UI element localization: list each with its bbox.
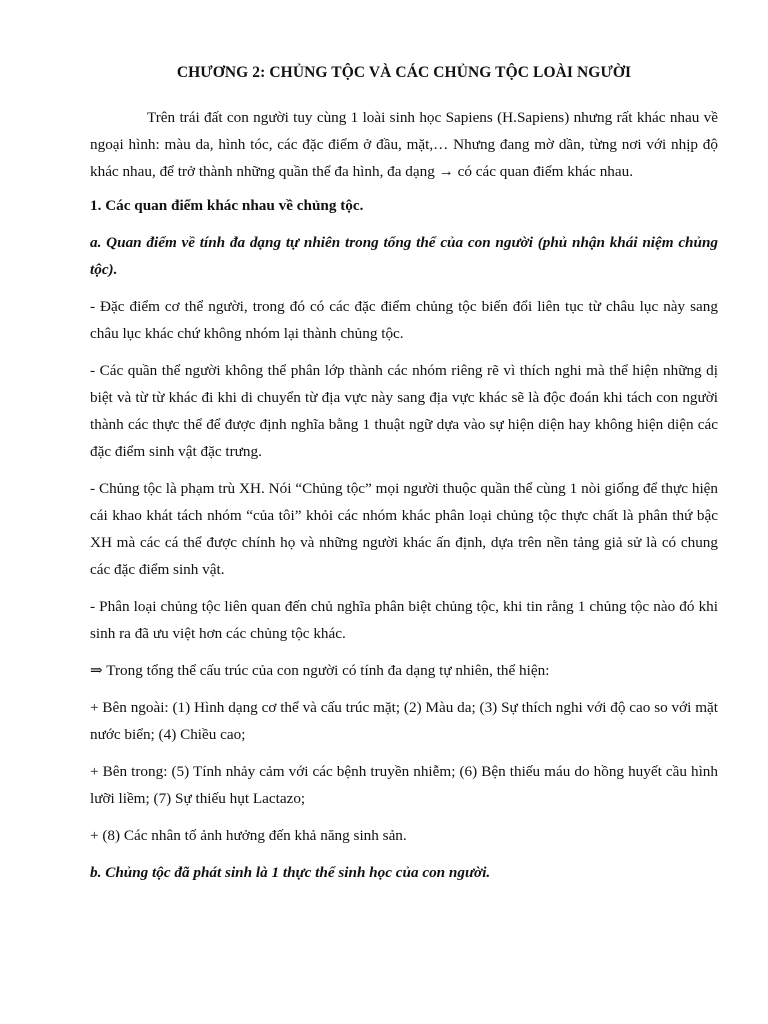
section-b-heading: b. Chủng tộc đã phát sinh là 1 thực thể sinh học của con người. [90,864,491,881]
bullet-paragraph: - Chủng tộc là phạm trù XH. Nói “Chủng tộc” mọi người thuộc quần thể cùng 1 nòi giống để thực hiện cái khao khát tách nhóm “của tôi” khỏi các nhóm khác phân loại chủng tộc thực chất là phân thứ bậc XH mà các cá thể được chính họ và những người khác ấn định, dựa trên nền tảng giả sử là có chung các đặc điểm sinh vật. [90,480,718,578]
plus-item-paragraph: + Bên ngoài: (1) Hình dạng cơ thể và cấu trúc mặt; (2) Màu da; (3) Sự thích nghi với độ cao so với mặt nước biển; (4) Chiều cao; [90,699,718,743]
document-page [90,62,718,896]
intro-paragraph: Trên trái đất con người tuy cùng 1 loài sinh học Sapiens (H.Sapiens) nhưng rất khác nhau về ngoại hình: màu da, hình tóc, các đặc điểm ở đầu, mặt,… Nhưng đang mờ dần, từng nơi với nhịp độ khác nhau, để trở thành những quần thể đa hình, đa dạng → có các quan điểm khác nhau. [90,109,718,180]
bullet-paragraph: - Các quần thể người không thể phân lớp thành các nhóm riêng rẽ vì thích nghi mà thể hiện những dị biệt và từ từ khác đi khi di chuyển từ địa vực này sang địa vực khác sẽ là độc đoán khi tách con người thành các thực thể để được định nghĩa bằng 1 thuật ngữ dựa vào sự hiện diện hay không hiện diện các đặc điểm sinh vật đặc trưng. [90,362,718,460]
bullet-paragraph: - Đặc điểm cơ thể người, trong đó có các đặc điểm chủng tộc biến đổi liên tục từ châu lục này sang châu lục khác chứ không nhóm lại thành chủng tộc. [90,298,718,342]
plus-item-paragraph: + (8) Các nhân tố ảnh hưởng đến khả năng sinh sản. [90,827,407,844]
section-1-heading: 1. Các quan điểm khác nhau về chủng tộc. [90,197,364,214]
plus-item-paragraph: + Bên trong: (5) Tính nhảy cảm với các bệnh truyền nhiễm; (6) Bện thiếu máu do hồng huyết cầu hình lưỡi liềm; (7) Sự thiếu hụt Lactazo; [90,763,718,807]
conclusion-paragraph: ⇒ Trong tổng thể cấu trúc của con người có tính đa dạng tự nhiên, thể hiện: [90,662,550,679]
chapter-title: CHƯƠNG 2: CHỦNG TỘC VÀ CÁC CHỦNG TỘC LOÀI NGƯỜI [176,64,632,81]
section-a-heading: a. Quan điểm về tính đa dạng tự nhiên trong tổng thể của con người (phủ nhận khái niệm chủng tộc). [90,234,718,278]
bullet-paragraph: - Phân loại chủng tộc liên quan đến chủ nghĩa phân biệt chủng tộc, khi tin rằng 1 chủng tộc nào đó khi sinh ra đã ưu việt hơn các chủng tộc khác. [90,598,718,642]
